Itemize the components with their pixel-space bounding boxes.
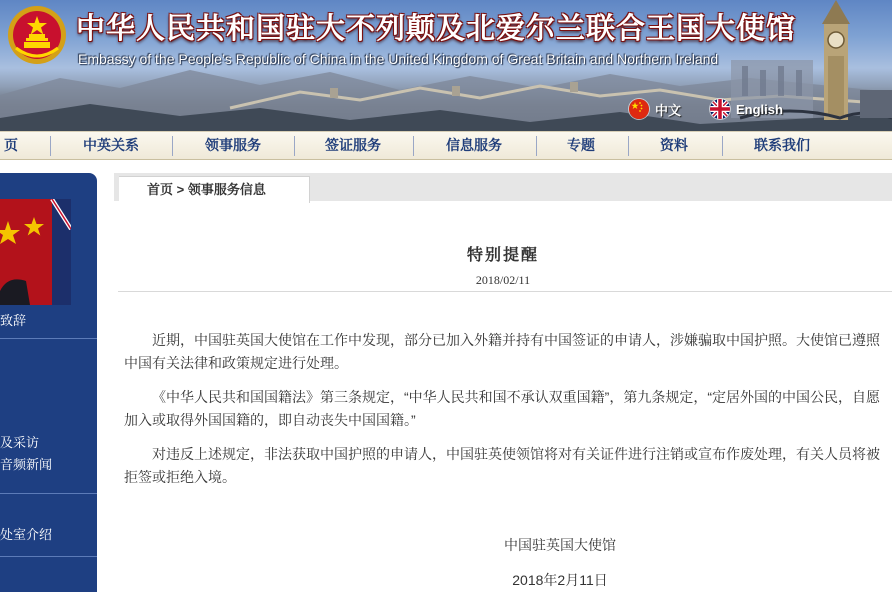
sidebar-divider <box>0 493 97 494</box>
site-title-english: Embassy of the People’s Republic of China in the United Kingdom of Great Britain and Northern Ireland <box>78 51 719 67</box>
nav-separator <box>413 136 414 156</box>
sidebar-link-interviews[interactable]: 及采访 <box>0 435 40 450</box>
nav-item-consular-services[interactable]: 领事服务 <box>205 137 261 153</box>
nav-separator <box>536 136 537 156</box>
lang-english-label: English <box>736 101 783 117</box>
uk-flag-icon <box>710 99 730 119</box>
breadcrumb-separator: > <box>176 182 185 197</box>
article-signature: 中国驻英国大使馆 <box>504 537 616 553</box>
nav-item-contact-us[interactable]: 联系我们 <box>754 137 810 153</box>
article-date: 2018/02/11 <box>475 273 531 287</box>
nav-item-special-topics[interactable]: 专题 <box>567 137 595 153</box>
breadcrumb <box>147 179 266 198</box>
nav-item-resources[interactable]: 资料 <box>660 137 688 153</box>
nav-separator <box>722 136 723 156</box>
ambassador-photo[interactable] <box>0 199 71 305</box>
nav-item-information-services[interactable]: 信息服务 <box>446 137 502 153</box>
article-paragraph-1: 近期，中国驻英国大使馆在工作中发现，部分已加入外籍并持有中国签证的申请人，涉嫌骗取中国护照。大使馆已遵照中国有关法律和政策规定进行处理。 <box>124 332 880 371</box>
lang-switch-english[interactable] <box>710 99 783 119</box>
article-paragraph-2: 《中华人民共和国国籍法》第三条规定，“中华人民共和国不承认双重国籍”，第九条规定，“定居外国的中国公民，自愿加入或取得外国国籍的，即自动丧失中国国籍。” <box>124 389 880 428</box>
header-banner <box>0 0 892 131</box>
title-divider <box>118 291 892 292</box>
nav-separator <box>628 136 629 156</box>
breadcrumb-current-link[interactable]: 领事服务信息 <box>187 182 266 197</box>
lang-switch-chinese[interactable] <box>629 99 681 119</box>
sidebar-link-speech[interactable]: 致辞 <box>0 313 27 328</box>
main-nav <box>0 131 892 160</box>
nav-separator <box>172 136 173 156</box>
left-sidebar <box>0 173 97 592</box>
sidebar-divider <box>0 338 97 339</box>
national-emblem-icon <box>6 4 68 66</box>
nav-separator <box>50 136 51 156</box>
china-flag-icon <box>629 99 649 119</box>
sidebar-link-departments[interactable]: 处室介绍 <box>0 527 53 542</box>
sidebar-link-audio-news[interactable]: 音频新闻 <box>0 457 53 472</box>
nav-item-china-uk-relations[interactable]: 中英关系 <box>83 137 139 153</box>
article-paragraph-3: 对违反上述规定，非法获取中国护照的申请人，中国驻英使领馆将对有关证件进行注销或宣布作废处理，有关人员将被拒签或拒绝入境。 <box>124 446 880 485</box>
site-title-chinese: 中华人民共和国驻大不列颠及北爱尔兰联合王国大使馆 <box>76 11 797 45</box>
article-title: 特别提醒 <box>466 247 539 264</box>
nav-item-home[interactable]: 页 <box>4 137 18 153</box>
nav-separator <box>294 136 295 156</box>
article-signature-date: 2018年2月11日 <box>512 572 608 588</box>
lang-chinese-label: 中文 <box>655 102 682 118</box>
breadcrumb-home-link[interactable]: 首页 <box>147 182 174 197</box>
sidebar-divider <box>0 556 97 557</box>
nav-item-visa-services[interactable]: 签证服务 <box>325 137 381 153</box>
